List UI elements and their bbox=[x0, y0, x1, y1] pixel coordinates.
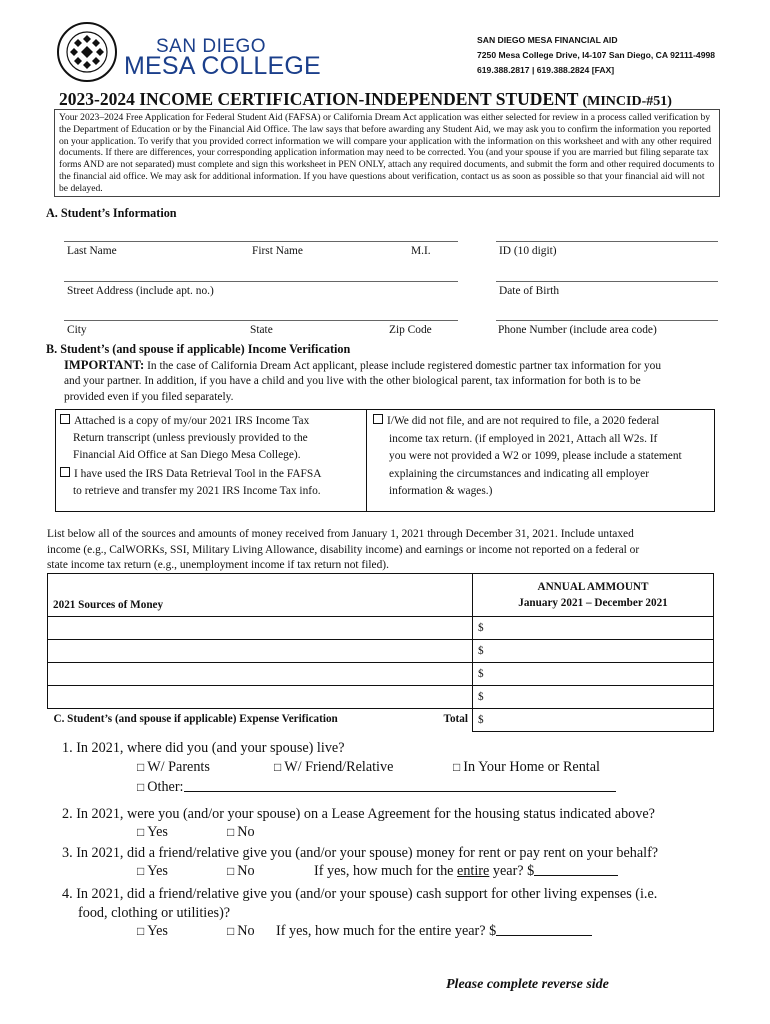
q2-yes[interactable] bbox=[137, 824, 168, 841]
amount-col-header bbox=[473, 574, 714, 617]
checkbox-icon[interactable]: □ bbox=[227, 825, 235, 839]
amount-header-l1: ANNUAL AMMOUNT bbox=[537, 581, 649, 593]
section-c-heading: C. Student’s (and spouse if applicable) Expense Verification bbox=[53, 713, 338, 725]
table-row bbox=[48, 663, 714, 686]
id-label: ID (10 digit) bbox=[499, 245, 557, 257]
checkbox-icon[interactable]: □ bbox=[137, 760, 145, 774]
logo-line2: MESA COLLEGE bbox=[124, 52, 321, 80]
opt3-line5: information & wages.) bbox=[389, 485, 493, 497]
option-nonfiler[interactable] bbox=[373, 413, 682, 501]
title-code: (MINCID-#51) bbox=[582, 94, 672, 109]
dob-field-line[interactable] bbox=[496, 281, 718, 282]
checkbox-icon[interactable]: □ bbox=[137, 924, 145, 938]
other-input-line[interactable] bbox=[184, 779, 616, 792]
q1-opt4-label: Other: bbox=[147, 779, 184, 795]
opt1-line2: Return transcript (unless previously provided to the bbox=[73, 432, 308, 444]
amount-input[interactable] bbox=[473, 640, 714, 663]
opt3-line2: income tax return. (if employed in 2021, Attach all W2s. If bbox=[389, 432, 658, 445]
office-name: SAN DIEGO MESA FINANCIAL AID bbox=[477, 35, 618, 45]
state-label: State bbox=[250, 324, 273, 336]
phone-label: Phone Number (include area code) bbox=[498, 324, 657, 336]
reverse-side-note: Please complete reverse side bbox=[446, 977, 609, 992]
office-phones: 619.388.2817 | 619.388.2824 [FAX] bbox=[477, 65, 615, 75]
total-label: Total bbox=[443, 713, 468, 725]
dollar-sign: $ bbox=[478, 714, 484, 726]
street-label: Street Address (include apt. no.) bbox=[67, 285, 214, 297]
header-contact bbox=[477, 33, 715, 78]
street-field-line[interactable] bbox=[64, 281, 458, 282]
total-row-label-cell bbox=[48, 709, 473, 732]
phone-field-line[interactable] bbox=[496, 320, 718, 321]
q3-yes[interactable] bbox=[137, 863, 168, 880]
q3-follow-c: year? $ bbox=[492, 863, 535, 879]
opt2-line2: to retrieve and transfer my 2021 IRS Income Tax info. bbox=[73, 485, 321, 497]
amount-input[interactable] bbox=[473, 663, 714, 686]
transcript-checkbox[interactable] bbox=[60, 414, 70, 424]
opt1-line3: Financial Aid Office at San Diego Mesa College). bbox=[73, 449, 301, 461]
checkbox-icon[interactable]: □ bbox=[227, 864, 235, 878]
amount-input[interactable] bbox=[473, 617, 714, 640]
nonfiler-checkbox[interactable] bbox=[373, 414, 383, 424]
title-main: 2023-2024 INCOME CERTIFICATION-INDEPENDENT STUDENT bbox=[59, 89, 579, 109]
yes-label: Yes bbox=[147, 923, 168, 939]
sources-instructions bbox=[47, 527, 639, 574]
amount-input[interactable] bbox=[473, 686, 714, 709]
q3-follow-a: If yes, how much for the bbox=[314, 863, 454, 879]
q3-follow-b: entire bbox=[457, 863, 490, 879]
q4-amount-prompt bbox=[276, 923, 592, 940]
q1-option-friend[interactable] bbox=[274, 759, 393, 776]
city-field-line[interactable] bbox=[64, 320, 458, 321]
zip-label: Zip Code bbox=[389, 324, 432, 336]
q1-option-other[interactable] bbox=[137, 779, 616, 796]
last-name-label: Last Name bbox=[67, 245, 117, 257]
q1-opt2-label: W/ Friend/Relative bbox=[284, 759, 394, 775]
question-4-line1: 4. In 2021, did a friend/relative give you (and/or your spouse) cash support for other living expenses (i.e. bbox=[62, 886, 658, 902]
college-seal bbox=[57, 22, 117, 87]
q4-yes[interactable] bbox=[137, 923, 168, 940]
important-note bbox=[64, 357, 661, 374]
option-transcript[interactable] bbox=[60, 413, 309, 464]
yes-label: Yes bbox=[147, 863, 168, 879]
page-title bbox=[59, 89, 672, 110]
question-1: 1. In 2021, where did you (and your spouse) live? bbox=[62, 740, 345, 756]
q3-no[interactable] bbox=[227, 863, 255, 880]
important-line2: and your partner. In addition, if you have a child and you live with the other biological parent, tax information for both is to be bbox=[64, 375, 641, 387]
q3-amount-prompt bbox=[314, 863, 618, 880]
q4-follow: If yes, how much for the entire year? $ bbox=[276, 923, 497, 939]
opt2-line1: I have used the IRS Data Retrieval Tool in the FAFSA bbox=[74, 468, 322, 480]
important-text: In the case of California Dream Act applicant, please include registered domestic partner tax information for you bbox=[147, 360, 662, 372]
q3-amount-input[interactable] bbox=[534, 863, 618, 876]
q1-opt3-label: In Your Home or Rental bbox=[463, 759, 600, 775]
yes-label: Yes bbox=[147, 824, 168, 840]
no-label: No bbox=[237, 923, 255, 939]
first-name-label: First Name bbox=[252, 245, 303, 257]
dollar-sign: $ bbox=[478, 691, 484, 703]
amount-header-l2: January 2021 – December 2021 bbox=[518, 597, 668, 609]
source-input[interactable] bbox=[48, 686, 473, 709]
checkbox-icon[interactable]: □ bbox=[274, 760, 282, 774]
question-4-line2: food, clothing or utilities)? bbox=[78, 905, 231, 921]
option-drt[interactable] bbox=[60, 466, 321, 500]
section-a-heading: A. Student’s Information bbox=[46, 206, 177, 220]
checkbox-icon[interactable]: □ bbox=[227, 924, 235, 938]
checkbox-icon[interactable]: □ bbox=[137, 864, 145, 878]
question-2: 2. In 2021, were you (and/or your spouse) on a Lease Agreement for the housing status indicated above? bbox=[62, 806, 655, 822]
q1-option-home[interactable] bbox=[453, 759, 600, 776]
table-row bbox=[48, 640, 714, 663]
office-address: 7250 Mesa College Drive, I4-107 San Diego, CA 92111-4998 bbox=[477, 50, 716, 60]
no-label: No bbox=[237, 863, 255, 879]
intro-text: Your 2023–2024 Free Application for Federal Student Aid (FAFSA) or California Dream Act application was either selected for review in a process called verification by the Department of Education or by the Financial Aid Office. The law says that before awarding any Student Aid, we may ask you to confirm the information you reported on your application. To verify that you provided correct information we will compare your application with the information on this worksheet and with any other required documents. If there are differences, your corresponding application information may need to be corrected. You (and your spouse if you are married but filing separate tax forms AND are not separated) must complete and sign this worksheet in PEN ONLY, attach any required documents, and submit the form and other required documents to the financial aid office. We may ask for additional information. If you have questions about verification, contact us as soon as possible so that your financial aid will not be delayed. bbox=[54, 109, 720, 197]
source-input[interactable] bbox=[48, 617, 473, 640]
q4-amount-input[interactable] bbox=[496, 923, 592, 936]
dollar-sign: $ bbox=[478, 668, 484, 680]
no-label: No bbox=[237, 824, 255, 840]
list-line2: income (e.g., CalWORKs, SSI, Military Living Allowance, disability income) and earnings or income not reported on a federal or bbox=[47, 543, 640, 556]
question-3: 3. In 2021, did a friend/relative give you (and/or your spouse) money for rent or pay rent on your behalf? bbox=[62, 845, 659, 861]
q2-no[interactable] bbox=[227, 824, 255, 841]
dollar-sign: $ bbox=[478, 622, 484, 634]
checkbox-icon[interactable]: □ bbox=[137, 825, 145, 839]
section-b-heading: B. Student’s (and spouse if applicable) Income Verification bbox=[46, 342, 351, 356]
q4-no[interactable] bbox=[227, 923, 255, 940]
total-amount-input[interactable] bbox=[473, 709, 714, 732]
q1-opt1-label: W/ Parents bbox=[147, 759, 210, 775]
opt3-line3: you were not provided a W2 or 1099, please include a statement bbox=[389, 450, 682, 462]
checkbox-icon[interactable]: □ bbox=[453, 760, 461, 774]
table-row bbox=[48, 686, 714, 709]
name-field-line[interactable] bbox=[64, 241, 458, 242]
id-field-line[interactable] bbox=[496, 241, 718, 242]
sources-col-header: 2021 Sources of Money bbox=[48, 574, 473, 617]
opt3-line4: explaining the circumstances and indicating all employer bbox=[389, 467, 649, 480]
total-row bbox=[48, 709, 714, 732]
list-line1: List below all of the sources and amounts of money received from January 1, 2021 through December 31, 2021. Include untaxed bbox=[47, 528, 634, 540]
drt-checkbox[interactable] bbox=[60, 467, 70, 477]
important-line3: provided even if you filed separately. bbox=[64, 391, 234, 403]
logo-line1: SAN DIEGO bbox=[156, 36, 267, 57]
list-line3: state income tax return (e.g., unemployment income if tax return not filed). bbox=[47, 559, 389, 571]
source-input[interactable] bbox=[48, 640, 473, 663]
city-label: City bbox=[67, 324, 87, 336]
opt3-line1: I/We did not file, and are not required to file, a 2020 federal bbox=[387, 415, 660, 427]
source-input[interactable] bbox=[48, 663, 473, 686]
q1-option-parents[interactable] bbox=[137, 759, 210, 776]
table-row bbox=[48, 617, 714, 640]
opt1-line1: Attached is a copy of my/our 2021 IRS Income Tax bbox=[74, 415, 310, 427]
checkbox-icon[interactable]: □ bbox=[137, 780, 145, 794]
income-sources-table bbox=[47, 573, 714, 732]
dob-label: Date of Birth bbox=[499, 285, 560, 297]
mi-label: M.I. bbox=[411, 245, 431, 257]
important-label: IMPORTANT: bbox=[64, 358, 145, 372]
dollar-sign: $ bbox=[478, 645, 484, 657]
